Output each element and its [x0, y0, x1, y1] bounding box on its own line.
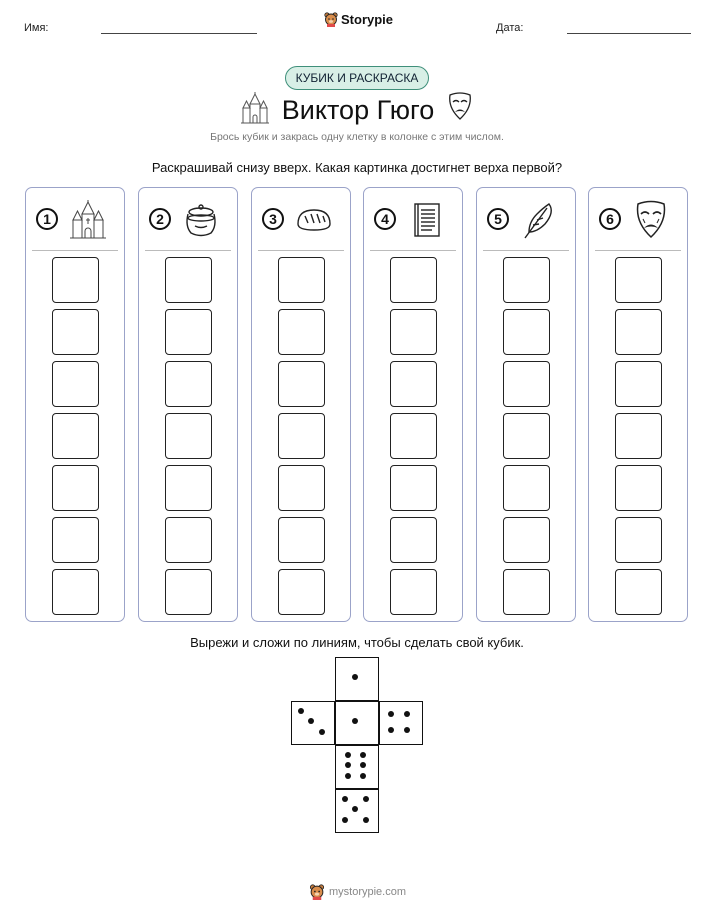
color-cell[interactable]: [390, 465, 437, 511]
subtitle: Брось кубик и закрась одну клетку в колонке с этим числом.: [210, 131, 504, 143]
feather-icon: [519, 200, 559, 240]
footer: [309, 884, 406, 900]
color-cell[interactable]: [278, 465, 325, 511]
die-pip: [308, 718, 314, 724]
footer-url[interactable]: mystorypie.com: [329, 886, 407, 898]
column-number: 3: [262, 208, 284, 230]
brand-logo: [324, 12, 393, 27]
die-pip: [342, 817, 348, 823]
color-cell[interactable]: [52, 569, 99, 615]
column-divider: [370, 250, 456, 251]
column-number: 1: [36, 208, 58, 230]
color-cell[interactable]: [615, 361, 662, 407]
drama-mask-icon: [631, 200, 671, 240]
column-3: [251, 187, 351, 622]
column-divider: [32, 250, 118, 251]
color-cell[interactable]: [615, 465, 662, 511]
color-cell[interactable]: [165, 361, 212, 407]
color-cell[interactable]: [503, 413, 550, 459]
color-cell[interactable]: [165, 413, 212, 459]
color-cell[interactable]: [615, 309, 662, 355]
pot-icon: [181, 200, 221, 240]
die-face-5: [335, 789, 379, 833]
column-number: 5: [487, 208, 509, 230]
die-face-1: [335, 657, 379, 701]
color-cell[interactable]: [52, 413, 99, 459]
die-pip: [360, 773, 366, 779]
color-cell[interactable]: [503, 257, 550, 303]
color-cell[interactable]: [390, 413, 437, 459]
page-title: Виктор Гюго: [281, 95, 435, 125]
die-pip: [345, 752, 351, 758]
die-pip: [363, 796, 369, 802]
die-pip: [319, 729, 325, 735]
color-cell[interactable]: [615, 517, 662, 563]
bear-mascot-icon: [324, 12, 338, 27]
activity-badge: КУБИК И РАСКРАСКА: [285, 66, 429, 90]
date-line: [567, 33, 691, 34]
column-number: 2: [149, 208, 171, 230]
name-line: [101, 33, 257, 34]
die-face-6: [335, 745, 379, 789]
color-cell[interactable]: [390, 361, 437, 407]
bread-icon: [294, 200, 334, 240]
brand-name: Storypie: [341, 12, 394, 27]
column-6: [588, 187, 688, 622]
color-cell[interactable]: [165, 257, 212, 303]
color-cell[interactable]: [390, 569, 437, 615]
color-cell[interactable]: [390, 257, 437, 303]
name-label: Имя:: [24, 22, 49, 34]
die-pip: [388, 711, 394, 717]
die-face-3: [291, 701, 335, 745]
die-pip: [352, 806, 358, 812]
cathedral-icon: [68, 200, 108, 240]
drama-mask-icon: [446, 92, 474, 122]
color-cell[interactable]: [503, 309, 550, 355]
color-cell[interactable]: [52, 465, 99, 511]
column-5: [476, 187, 576, 622]
column-number: 4: [374, 208, 396, 230]
color-cell[interactable]: [165, 569, 212, 615]
die-pip: [360, 762, 366, 768]
die-pip: [352, 674, 358, 680]
instruction: Раскрашивай снизу вверх. Какая картинка достигнет верха первой?: [151, 160, 563, 175]
die-pip: [345, 773, 351, 779]
die-pip: [363, 817, 369, 823]
color-cell[interactable]: [278, 413, 325, 459]
color-cell[interactable]: [390, 309, 437, 355]
color-cell[interactable]: [165, 517, 212, 563]
bear-mascot-icon: [309, 884, 325, 900]
color-cell[interactable]: [278, 257, 325, 303]
color-cell[interactable]: [52, 257, 99, 303]
column-number: 6: [599, 208, 621, 230]
color-cell[interactable]: [52, 361, 99, 407]
column-4: [363, 187, 463, 622]
book-icon: [406, 200, 446, 240]
die-face-1-center: [335, 701, 379, 745]
color-cell[interactable]: [165, 309, 212, 355]
color-cell[interactable]: [615, 569, 662, 615]
color-cell[interactable]: [615, 413, 662, 459]
column-1: [25, 187, 125, 622]
die-pip: [404, 711, 410, 717]
column-divider: [483, 250, 569, 251]
color-cell[interactable]: [615, 257, 662, 303]
color-cell[interactable]: [165, 465, 212, 511]
color-cell[interactable]: [52, 309, 99, 355]
column-2: [138, 187, 238, 622]
die-pip: [298, 708, 304, 714]
color-cell[interactable]: [52, 517, 99, 563]
die-pip: [360, 752, 366, 758]
color-cell[interactable]: [278, 517, 325, 563]
die-pip: [352, 718, 358, 724]
column-divider: [145, 250, 231, 251]
date-label: Дата:: [496, 22, 524, 34]
die-pip: [345, 762, 351, 768]
die-face-4: [379, 701, 423, 745]
die-pip: [342, 796, 348, 802]
color-cell[interactable]: [503, 465, 550, 511]
color-cell[interactable]: [390, 517, 437, 563]
color-cell[interactable]: [278, 309, 325, 355]
die-pip: [404, 727, 410, 733]
die-pip: [388, 727, 394, 733]
column-divider: [595, 250, 681, 251]
color-cell[interactable]: [503, 361, 550, 407]
cut-instruction: Вырежи и сложи по линиям, чтобы сделать свой кубик.: [190, 635, 524, 650]
color-cell[interactable]: [278, 361, 325, 407]
color-cell[interactable]: [278, 569, 325, 615]
color-cell[interactable]: [503, 517, 550, 563]
color-cell[interactable]: [503, 569, 550, 615]
column-divider: [258, 250, 344, 251]
